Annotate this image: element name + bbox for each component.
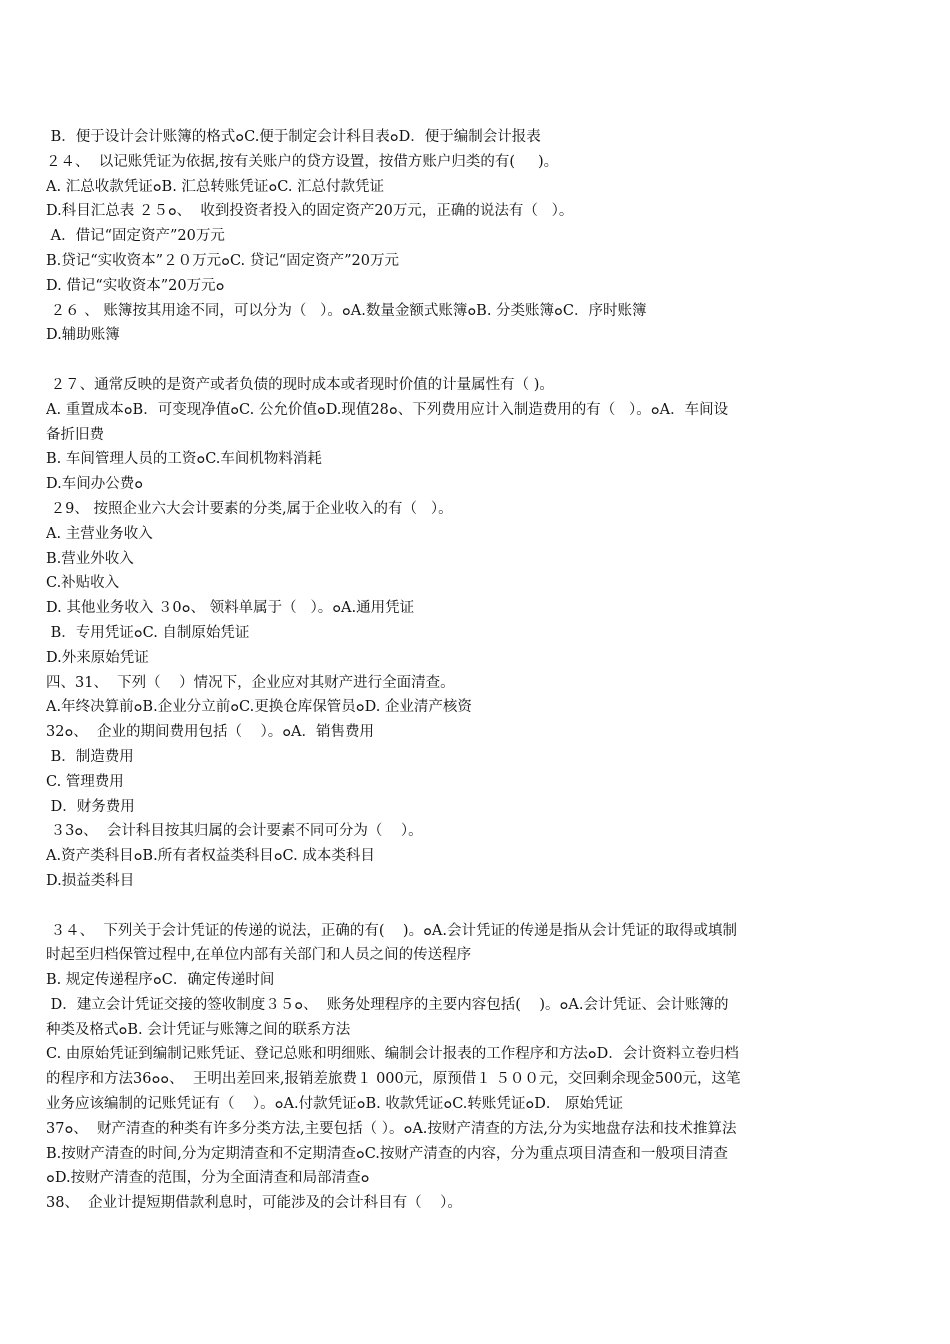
- text-line: 的程序和方法36๐๐、 王明出差回来,报销差旅费１ 000元，原预借１ ５００元，交回剩余现金500元，这笔: [46, 1071, 741, 1088]
- text-line: 四、31、 下列（ ）情况下，企业应对其财产进行全面清查。: [46, 674, 455, 691]
- text-line: B.贷记“实收资本”２０万元๐C. 贷记“固定资产”20万元: [46, 252, 400, 269]
- text-line: 种类及格式๐B. 会计凭证与账簿之间的联系方法: [46, 1021, 351, 1038]
- text-line: C. 管理费用: [46, 773, 124, 790]
- text-line: ２６ 、 账簿按其用途不同，可以分为（ ）。๐A.数量金额式账簿๐B. 分类账簿๐C．序时账簿: [46, 302, 647, 319]
- text-line: A．借记“固定资产”20万元: [46, 228, 225, 245]
- text-line: 38、 企业计提短期借款利息时，可能涉及的会计科目有（ ）。: [46, 1195, 462, 1212]
- text-line: ２9、 按照企业六大会计要素的分类,属于企业收入的有（ ）。: [46, 500, 453, 517]
- text-line: D．财务费用: [46, 798, 135, 815]
- text-line: B.营业外收入: [46, 550, 134, 567]
- text-line: D. 借记“实收资本”20万元๐: [46, 277, 225, 294]
- text-line: A. 重置成本๐B．可变现净值๐C. 公允价值๐D.现值28๐、下列费用应计入制造费用的有（ ）。๐A．车间设: [46, 401, 729, 418]
- text-line: ３４、 下列关于会计凭证的传递的说法，正确的有( )。๐A.会计凭证的传递是指从会计凭证的取得或填制: [46, 922, 738, 939]
- text-line: 37๐、 财产清查的种类有许多分类方法,主要包括（ ）。๐A.按财产清查的方法,分为实地盘存法和技术推算法: [46, 1120, 737, 1137]
- document-body: [46, 125, 876, 1216]
- text-line: D.辅助账簿: [46, 327, 120, 344]
- text-line: 时起至归档保管过程中,在单位内部有关部门和人员之间的传送程序: [46, 947, 472, 964]
- text-line: 32๐、 企业的期间费用包括（ ）。๐A．销售费用: [46, 724, 375, 741]
- text-line: C. 由原始凭证到编制记账凭证、登记总账和明细账、编制会计报表的工作程序和方法๐D．会计资料立卷归档: [46, 1046, 739, 1063]
- text-line: B.按财产清查的时间,分为定期清查和不定期清查๐C.按财产清查的内容，分为重点项目清查和一般项目清查: [46, 1145, 728, 1162]
- text-line: A.年终决算前๐B.企业分立前๐C.更换仓库保管员๐D. 企业清产核资: [46, 699, 472, 716]
- text-line: A.资产类科目๐B.所有者权益类科目๐C. 成本类科目: [46, 848, 375, 865]
- text-line: D．建立会计凭证交接的签收制度３５๐、 账务处理程序的主要内容包括( )。๐A.会计凭证、会计账簿的: [46, 996, 729, 1013]
- text-line: ３3๐、 会计科目按其归属的会计要素不同可分为（ ）。: [46, 823, 423, 840]
- text-line: ２７、通常反映的是资产或者负债的现时成本或者现时价值的计量属性有（ )。: [46, 376, 554, 393]
- text-line: ๐D.按财产清查的范围，分为全面清查和局部清查๐: [46, 1170, 370, 1187]
- text-line: B．制造费用: [46, 748, 134, 765]
- text-line: B. 规定传递程序๐C．确定传递时间: [46, 972, 275, 989]
- text-line: D.科目汇总表 ２５๐、 收到投资者投入的固定资产20万元，正确的说法有（ ）。: [46, 203, 574, 220]
- blank-line: [46, 894, 876, 919]
- text-line: D. 其他业务收入 ３0๐、 领料单属于（ ）。๐A.通用凭证: [46, 600, 415, 617]
- text-line: B．便于设计会计账簿的格式๐C.便于制定会计科目表๐D．便于编制会计报表: [46, 129, 541, 145]
- text-line: 业务应该编制的记账凭证有（ ）。๐A.付款凭证๐B. 收款凭证๐C.转账凭证๐D． 原始凭证: [46, 1096, 623, 1113]
- blank-line: [46, 348, 876, 373]
- text-line: A. 主营业务收入: [46, 525, 153, 542]
- text-line: 备折旧费: [46, 426, 104, 443]
- text-line: D.外来原始凭证: [46, 649, 149, 666]
- text-line: A. 汇总收款凭证๐B. 汇总转账凭证๐C. 汇总付款凭证: [46, 178, 385, 195]
- text-line: B．专用凭证๐C. 自制原始凭证: [46, 624, 250, 641]
- text-line: D.车间办公费๐: [46, 476, 144, 493]
- text-line: C.补贴收入: [46, 575, 120, 592]
- text-line: B. 车间管理人员的工资๐C.车间机物料消耗: [46, 451, 322, 468]
- text-line: D.损益类科目: [46, 872, 135, 889]
- text-line: ２４、 以记账凭证为依据,按有关账户的贷方设置，按借方账户归类的有( )。: [46, 153, 559, 170]
